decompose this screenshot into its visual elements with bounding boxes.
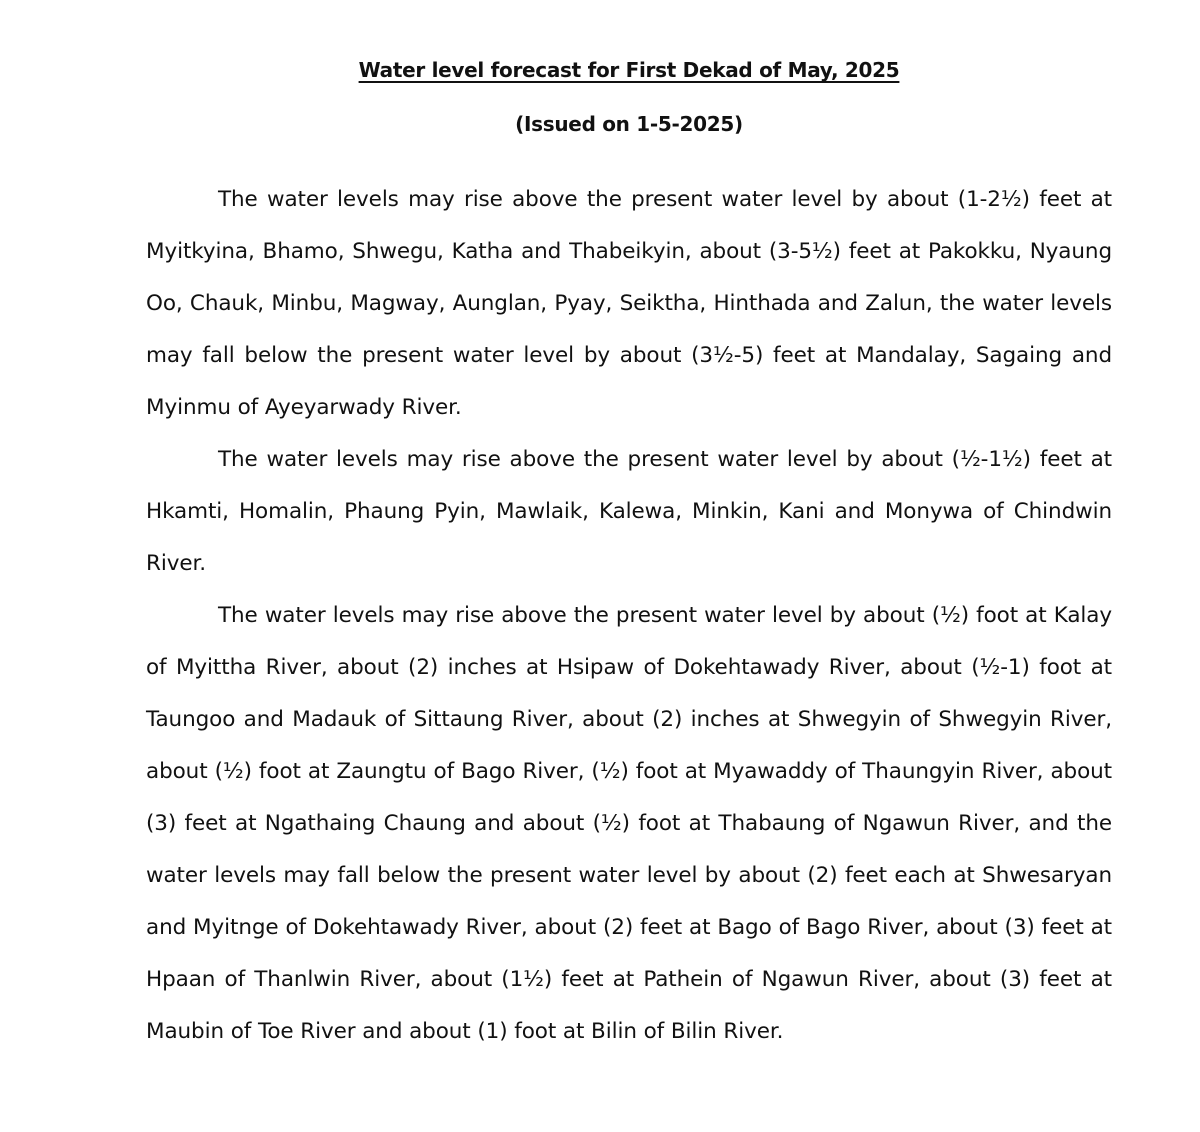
document-title: Water level forecast for First Dekad of May, 2025	[358, 58, 900, 82]
paragraph-other-rivers: The water levels may rise above the present water level by about (½) foot at Kalay of Myittha River, about (2) inches at Hsipaw of Dokehtawady River, about (½-1) foot at Taungoo and Madauk of Sittaung River, about (2) inches at Shwegyin of Shwegyin River, about (½) foot at Zaungtu of Bago River, (½) foot at Myawaddy of Thaungyin River, about (3) feet at Ngathaing Chaung and about (½) foot at Thabaung of Ngawun River, and the water levels may fall below the present water level by about (2) feet each at Shwesaryan and Myitnge of Dokehtawady River, about (2) feet at Bago of Bago River, about (3) feet at Hpaan of Thanlwin River, about (1½) feet at Pathein of Ngawun River, about (3) feet at Maubin of Toe River and about (1) foot at Bilin of Bilin River.	[146, 603, 1112, 1044]
paragraph-ayeyarwady: The water levels may rise above the present water level by about (1-2½) feet at Myitkyina, Bhamo, Shwegu, Katha and Thabeikyin, about (3-5½) feet at Pakokku, Nyaung Oo, Chauk, Minbu, Magway, Aunglan, Pyay, Seiktha, Hinthada and Zalun, the water levels may fall below the present water level by about (3½-5) feet at Mandalay, Sagaing and Myinmu of Ayeyarwady River.	[146, 187, 1112, 420]
issued-date: (Issued on 1-5-2025)	[515, 112, 743, 136]
forecast-body	[146, 174, 1112, 1058]
paragraph-chindwin: The water levels may rise above the present water level by about (½-1½) feet at Hkamti, Homalin, Phaung Pyin, Mawlaik, Kalewa, Minkin, Kani and Monywa of Chindwin River.	[146, 447, 1112, 576]
